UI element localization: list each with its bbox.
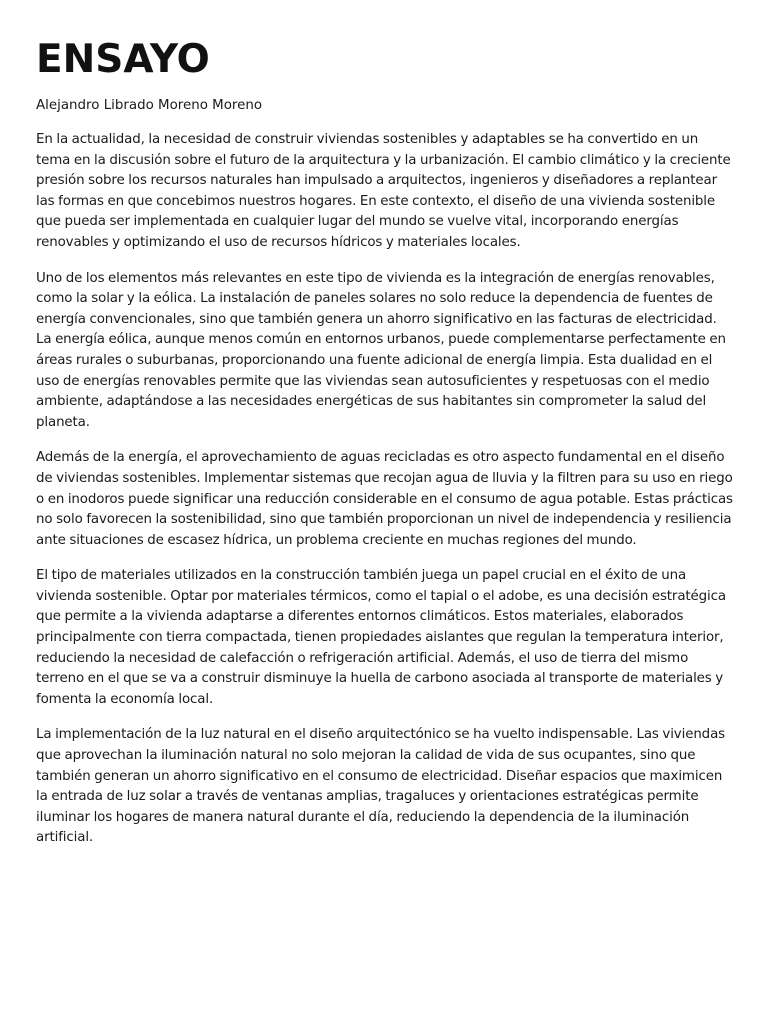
- paragraph-5: La implementación de la luz natural en el diseño arquitectónico se ha vuelto indispensable. Las viviendas que aprovechan la iluminación natural no solo mejoran la calidad de vida de sus ocupantes, sino que también generan un ahorro significativo en el consumo de electricidad. Diseñar espacios que maximicen la entrada de luz solar a través de ventanas amplias, tragaluces y orientaciones estratégicas permite iluminar los hogares de manera natural durante el día, reduciendo la dependencia de la iluminación artificial.: [36, 727, 726, 846]
- paragraph-2: Uno de los elementos más relevantes en este tipo de vivienda es la integración de energías renovables, como la solar y la eólica. La instalación de paneles solares no solo reduce la dependencia de fuentes de energía convencionales, sino que también genera un ahorro significativo en las facturas de electricidad. La energía eólica, aunque menos común en entornos urbanos, puede complementarse perfectamente en áreas rurales o suburbanas, proporcionando una fuente adicional de energía limpia. Esta dualidad en el uso de energías renovables permite que las viviendas sean autosuficientes y respetuosas con el medio ambiente, adaptándose a las necesidades energéticas de sus habitantes sin comprometer la salud del planeta.: [36, 270, 726, 430]
- paragraph-3: Además de la energía, el aprovechamiento de aguas recicladas es otro aspecto fundamental en el diseño de viviendas sostenibles. Implementar sistemas que recojan agua de lluvia y la filtren para su uso en riego o en inodoros puede significar una reducción considerable en el consumo de agua potable. Estas prácticas no solo favorecen la sostenibilidad, sino que también proporcionan un nivel de independencia y resiliencia ante situaciones de escasez hídrica, un problema creciente en muchas regiones del mundo.: [36, 450, 733, 548]
- paragraph-4: El tipo de materiales utilizados en la construcción también juega un papel crucial en el éxito de una vivienda sostenible. Optar por materiales térmicos, como el tapial o el adobe, es una decisión estratégica que permite a la vivienda adaptarse a diferentes entornos climáticos. Estos materiales, elaborados principalmente con tierra compactada, tienen propiedades aislantes que regulan la temperatura interior, reduciendo la necesidad de calefacción o refrigeración artificial. Además, el uso de tierra del mismo terreno en el que se va a construir disminuye la huella de carbono asociada al transporte de materiales y fomenta la economía local.: [36, 568, 726, 707]
- document-author: Alejandro Librado Moreno Moreno: [36, 98, 263, 113]
- paragraph-1: En la actualidad, la necesidad de construir viviendas sostenibles y adaptables se ha convertido en un tema en la discusión sobre el futuro de la arquitectura y la urbanización. El cambio climático y la creciente presión sobre los recursos naturales han impulsado a arquitectos, ingenieros y diseñadores a replantear las formas en que concebimos nuestros hogares. En este contexto, el diseño de una vivienda sostenible que pueda ser implementada en cualquier lugar del mundo se vuelve vital, incorporando energías renovables y optimizando el uso de recursos hídricos y materiales locales.: [36, 132, 731, 250]
- document-title: ENSAYO: [36, 37, 210, 82]
